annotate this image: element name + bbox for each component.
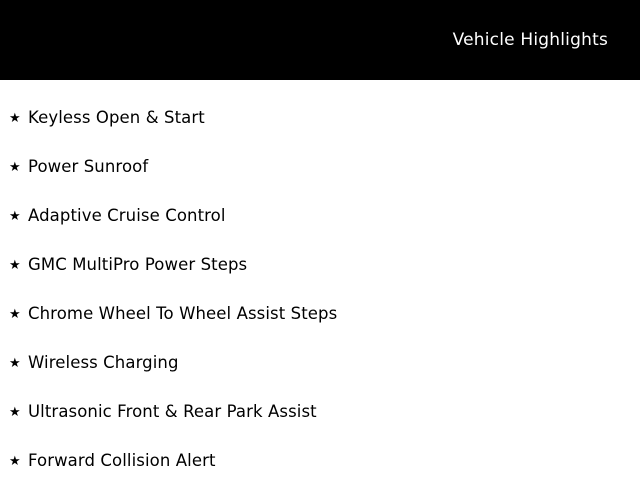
star-icon: ★ xyxy=(9,160,21,175)
highlight-label: Keyless Open & Start xyxy=(28,108,205,128)
highlight-label: Wireless Charging xyxy=(28,353,179,373)
star-icon: ★ xyxy=(9,111,21,126)
star-icon: ★ xyxy=(9,307,21,322)
star-icon: ★ xyxy=(9,209,21,224)
star-icon: ★ xyxy=(9,405,21,420)
list-item xyxy=(0,192,640,241)
highlights-list xyxy=(0,80,640,486)
header-bar xyxy=(0,0,640,80)
list-item xyxy=(0,388,640,437)
star-icon: ★ xyxy=(9,258,21,273)
list-item xyxy=(0,94,640,143)
page-title: Vehicle Highlights xyxy=(452,29,608,50)
list-item xyxy=(0,339,640,388)
highlight-label: Chrome Wheel To Wheel Assist Steps xyxy=(28,304,338,324)
list-item xyxy=(0,437,640,486)
list-item xyxy=(0,241,640,290)
list-item xyxy=(0,290,640,339)
highlight-label: Power Sunroof xyxy=(28,157,149,177)
highlight-label: GMC MultiPro Power Steps xyxy=(28,255,248,275)
highlight-label: Forward Collision Alert xyxy=(28,451,216,471)
star-icon: ★ xyxy=(9,356,21,371)
star-icon: ★ xyxy=(9,454,21,469)
highlight-label: Ultrasonic Front & Rear Park Assist xyxy=(28,402,317,422)
list-item xyxy=(0,143,640,192)
highlight-label: Adaptive Cruise Control xyxy=(28,206,226,226)
